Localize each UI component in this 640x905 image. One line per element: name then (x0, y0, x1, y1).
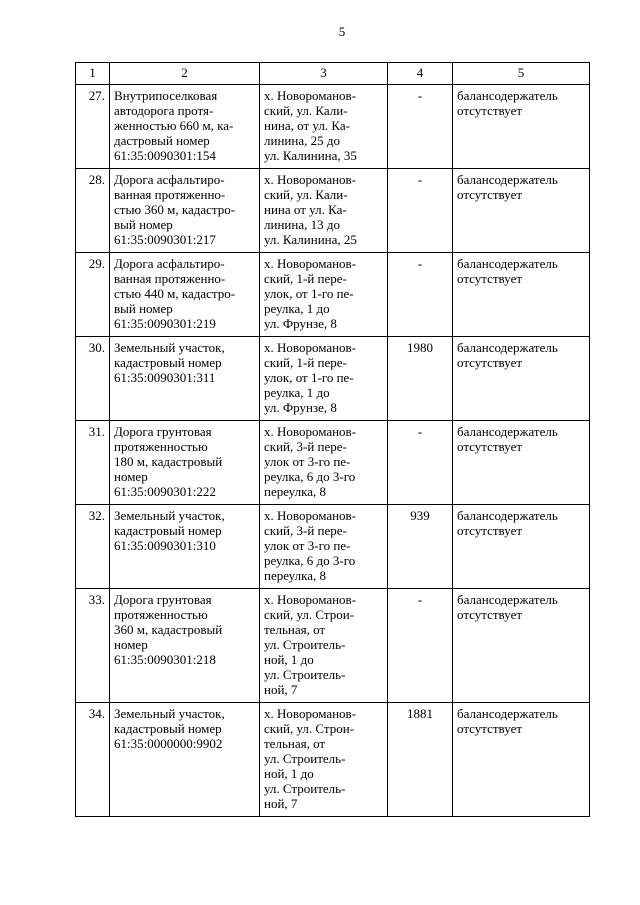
address-line: ул. Фрунзе, 8 (264, 400, 337, 415)
object-name-line: дастровый номер (114, 133, 210, 148)
table-row (76, 85, 590, 169)
object-name-line: 61:35:0090301:311 (114, 370, 216, 385)
object-name-line: Дорога асфальтиро- (114, 256, 225, 271)
holder-line: отсутствует (457, 103, 523, 118)
row-number-cell: 32. (76, 505, 110, 589)
address-line: переулка, 8 (264, 568, 326, 583)
address-line: реулка, 1 до (264, 301, 330, 316)
area-cell: - (388, 421, 453, 505)
object-name-line: Земельный участок, (114, 706, 225, 721)
holder-line: балансодержатель (457, 172, 558, 187)
object-name-line: Дорога грунтовая (114, 592, 212, 607)
area-cell: 1980 (388, 337, 453, 421)
address-line: ной, 1 до (264, 652, 314, 667)
address-line: ул. Калинина, 35 (264, 148, 357, 163)
address-line: ной, 7 (264, 796, 298, 811)
object-name-line: Дорога асфальтиро- (114, 172, 225, 187)
table-body (76, 85, 590, 817)
address-line: реулка, 6 до 3-го (264, 553, 356, 568)
object-name-line: 61:35:0090301:217 (114, 232, 216, 247)
address-line: х. Новороманов- (264, 172, 357, 187)
object-name-line: Дорога грунтовая (114, 424, 212, 439)
address-line: х. Новороманов- (264, 706, 357, 721)
table-row (76, 337, 590, 421)
holder-line: отсутствует (457, 187, 523, 202)
address-line: х. Новороманов- (264, 256, 357, 271)
address-line: ул. Строитель- (264, 667, 346, 682)
address-line: ул. Строитель- (264, 751, 346, 766)
address-line: нина, от ул. Ка- (264, 118, 350, 133)
object-name-cell (110, 589, 260, 703)
table-row (76, 505, 590, 589)
address-line: линина, 13 до (264, 217, 340, 232)
table-row (76, 253, 590, 337)
address-line: ский, 3-й пере- (264, 439, 347, 454)
row-number-cell: 34. (76, 703, 110, 817)
header-col-2: 2 (110, 63, 260, 85)
address-line: ский, 1-й пере- (264, 271, 347, 286)
holder-line: балансодержатель (457, 88, 558, 103)
holder-line: балансодержатель (457, 256, 558, 271)
object-name-line: номер (114, 637, 148, 652)
object-name-line: номер (114, 469, 148, 484)
address-line: ул. Строитель- (264, 637, 346, 652)
holder-line: отсутствует (457, 355, 523, 370)
address-line: улок, от 1-го пе- (264, 370, 354, 385)
address-line: переулка, 8 (264, 484, 326, 499)
object-name-cell (110, 337, 260, 421)
address-line: х. Новороманов- (264, 424, 357, 439)
holder-line: балансодержатель (457, 340, 558, 355)
table-row (76, 169, 590, 253)
object-name-line: 180 м, кадастровый (114, 454, 223, 469)
area-cell: - (388, 85, 453, 169)
address-line: ский, 1-й пере- (264, 355, 347, 370)
object-name-line: вый номер (114, 301, 173, 316)
holder-cell (453, 169, 590, 253)
area-cell: 939 (388, 505, 453, 589)
header-col-1: 1 (76, 63, 110, 85)
object-name-line: Внутрипоселковая (114, 88, 218, 103)
address-line: х. Новороманов- (264, 592, 357, 607)
holder-line: отсутствует (457, 523, 523, 538)
object-name-line: протяженностью (114, 439, 208, 454)
area-cell: 1881 (388, 703, 453, 817)
header-col-4: 4 (388, 63, 453, 85)
holder-cell (453, 85, 590, 169)
header-col-5: 5 (453, 63, 590, 85)
holder-line: отсутствует (457, 607, 523, 622)
page-number: 5 (338, 24, 346, 39)
object-name-line: кадастровый номер (114, 355, 222, 370)
address-cell (260, 703, 388, 817)
address-line: ский, ул. Кали- (264, 187, 348, 202)
row-number-cell: 30. (76, 337, 110, 421)
holder-line: балансодержатель (457, 592, 558, 607)
header-col-3: 3 (260, 63, 388, 85)
holder-line: отсутствует (457, 721, 523, 736)
address-line: х. Новороманов- (264, 508, 357, 523)
table-row (76, 421, 590, 505)
table-row (76, 589, 590, 703)
address-line: улок от 3-го пе- (264, 454, 351, 469)
address-line: ский, ул. Кали- (264, 103, 348, 118)
address-cell (260, 169, 388, 253)
address-cell (260, 589, 388, 703)
holder-line: балансодержатель (457, 424, 558, 439)
address-line: улок от 3-го пе- (264, 538, 351, 553)
holder-line: отсутствует (457, 439, 523, 454)
address-cell (260, 337, 388, 421)
address-line: х. Новороманов- (264, 88, 357, 103)
row-number-cell: 28. (76, 169, 110, 253)
address-line: ский, ул. Строи- (264, 607, 355, 622)
object-name-line: ванная протяженно- (114, 271, 226, 286)
object-name-line: 61:35:0090301:218 (114, 652, 216, 667)
address-line: ул. Калинина, 25 (264, 232, 357, 247)
address-line: реулка, 1 до (264, 385, 330, 400)
address-line: реулка, 6 до 3-го (264, 469, 356, 484)
object-name-line: женностью 660 м, ка- (114, 118, 234, 133)
address-cell (260, 505, 388, 589)
object-name-line: 61:35:0090301:310 (114, 538, 216, 553)
address-line: улок, от 1-го пе- (264, 286, 354, 301)
object-name-line: 61:35:0000000:9902 (114, 736, 223, 751)
object-name-line: 360 м, кадастровый (114, 622, 223, 637)
object-name-cell (110, 421, 260, 505)
object-name-line: 61:35:0090301:222 (114, 484, 216, 499)
object-name-line: Земельный участок, (114, 508, 225, 523)
object-name-line: 61:35:0090301:154 (114, 148, 216, 163)
row-number-cell: 33. (76, 589, 110, 703)
address-line: линина, 25 до (264, 133, 340, 148)
object-name-cell (110, 85, 260, 169)
area-cell: - (388, 253, 453, 337)
holder-cell (453, 421, 590, 505)
holder-cell (453, 505, 590, 589)
holder-line: балансодержатель (457, 508, 558, 523)
table-header-row (76, 63, 590, 85)
address-cell (260, 421, 388, 505)
address-line: ул. Фрунзе, 8 (264, 316, 337, 331)
object-name-cell (110, 505, 260, 589)
object-name-cell (110, 703, 260, 817)
address-line: тельная, от (264, 736, 326, 751)
object-name-line: стью 360 м, кадастро- (114, 202, 236, 217)
area-cell: - (388, 169, 453, 253)
row-number-cell: 29. (76, 253, 110, 337)
object-name-line: кадастровый номер (114, 721, 222, 736)
address-line: х. Новороманов- (264, 340, 357, 355)
holder-line: балансодержатель (457, 706, 558, 721)
row-number-cell: 27. (76, 85, 110, 169)
object-name-cell (110, 253, 260, 337)
address-cell (260, 85, 388, 169)
address-line: нина от ул. Ка- (264, 202, 347, 217)
address-line: тельная, от (264, 622, 326, 637)
table-row (76, 703, 590, 817)
object-name-line: кадастровый номер (114, 523, 222, 538)
object-name-line: автодорога протя- (114, 103, 214, 118)
address-line: ной, 7 (264, 682, 298, 697)
area-cell: - (388, 589, 453, 703)
object-name-line: вый номер (114, 217, 173, 232)
object-name-line: 61:35:0090301:219 (114, 316, 216, 331)
row-number-cell: 31. (76, 421, 110, 505)
holder-cell (453, 253, 590, 337)
address-line: ский, 3-й пере- (264, 523, 347, 538)
object-name-line: протяженностью (114, 607, 208, 622)
holder-line: отсутствует (457, 271, 523, 286)
address-line: ский, ул. Строи- (264, 721, 355, 736)
address-cell (260, 253, 388, 337)
holder-cell (453, 589, 590, 703)
object-name-line: стью 440 м, кадастро- (114, 286, 236, 301)
property-registry-table (75, 62, 590, 817)
object-name-line: Земельный участок, (114, 340, 225, 355)
address-line: ул. Строитель- (264, 781, 346, 796)
address-line: ной, 1 до (264, 766, 314, 781)
holder-cell (453, 703, 590, 817)
object-name-cell (110, 169, 260, 253)
object-name-line: ванная протяженно- (114, 187, 226, 202)
holder-cell (453, 337, 590, 421)
